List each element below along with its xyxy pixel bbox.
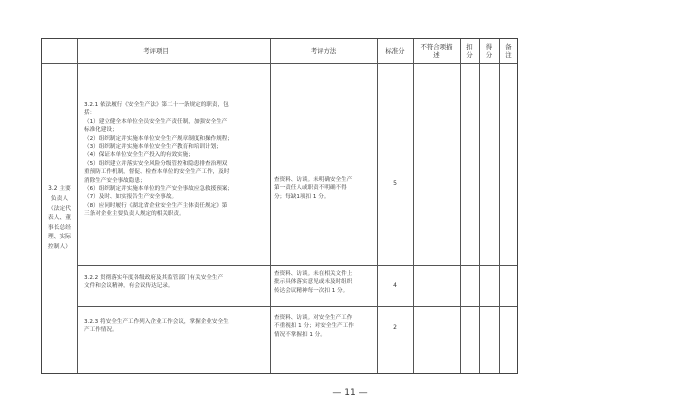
item-line: 消除生产安全事故隐患； [84, 177, 146, 184]
col-divider [413, 39, 414, 373]
item-line: （5）组织建立并落实安全风险分级管控和隐患排查治理双 [84, 160, 228, 167]
row-1-method [274, 176, 376, 201]
row-3-score: 2 [393, 323, 397, 331]
method-line: 第一责任人或职责不明确不得 [274, 185, 347, 192]
col-divider [479, 39, 480, 373]
method-line: 查资料、访谈。未在相关文件上 [274, 271, 353, 277]
category-text: 控制人） [47, 243, 72, 250]
header-deduct: 扣分 [466, 43, 473, 59]
category-text: 3.2 主要 [48, 186, 71, 193]
row-divider [77, 306, 517, 307]
row-divider [77, 265, 517, 266]
item-line: （3）组织制定并实施本单位安全生产教育和培训计划； [84, 144, 222, 151]
header-item: 考评项目 [143, 47, 169, 55]
item-line: 3.2.2 贯彻落实年度各级政府及其监管部门有关安全生产 [84, 275, 224, 281]
row-3-item [84, 318, 268, 335]
item-line: 文件和会议精神，有会议传达记录。 [84, 283, 174, 290]
header-nonconform: 不符合项描述 [420, 43, 453, 59]
item-line: 括： [84, 110, 96, 117]
item-line: （7）及时、如实报告生产安全事故。 [84, 194, 178, 201]
evaluation-table [41, 38, 518, 374]
method-line: 查资料、访谈。未明确安全生产 [274, 177, 353, 183]
header-method: 考评方法 [310, 47, 337, 55]
col-divider [77, 39, 78, 373]
row-3-method [274, 314, 376, 339]
row-2-item [84, 274, 268, 291]
row-2-score: 4 [393, 281, 397, 289]
item-line: 三条对企业主要负责人规定的相关职责。 [84, 211, 185, 218]
item-line: 重预防工作机制，督促、检查本单位的安全生产工作，及时 [84, 169, 230, 176]
header-earned: 得分 [485, 43, 493, 59]
method-line: 传达会议精神每一次扣 1 分。 [274, 287, 349, 294]
header-divider [42, 63, 517, 64]
row-1-score: 5 [393, 179, 397, 187]
col-divider [499, 39, 500, 373]
category-text: 事长总经 [47, 224, 72, 231]
item-line: （4）保证本单位安全生产投入的有效实施； [84, 152, 194, 159]
item-line: 标准化建设； [84, 127, 118, 134]
category-text: 表人、董 [47, 215, 72, 222]
item-line: （8）应同时履行《湖北省企业安全生产主体责任规定》第 [84, 202, 228, 209]
method-line: 批示具体落实意见或未及时组织 [274, 279, 353, 286]
category-text: 负责人 [50, 196, 69, 203]
header-score: 标准分 [385, 47, 405, 55]
item-line: （6）组织制定并实施本单位的生产安全事故应急救援预案； [84, 186, 233, 193]
method-line: 不重视扣 1 分；对安全生产工作 [274, 323, 354, 330]
item-line: 3.2.1 依法履行《安全生产法》第二十一条规定的职责，包 [84, 102, 229, 108]
category-cell [42, 63, 77, 375]
category-text: 理、实际 [47, 234, 72, 241]
page-number: — 11 — [332, 388, 368, 398]
category-text: （法定代 [47, 205, 72, 212]
header-remark: 备注 [505, 43, 512, 59]
item-line: 产工作情况。 [84, 327, 118, 334]
row-1-item [84, 101, 268, 219]
method-line: 分；每缺1项扣 1 分。 [274, 193, 330, 200]
col-divider [460, 39, 461, 373]
col-divider [270, 39, 271, 373]
item-line: 3.2.3 将安全生产工作列入企业工作会议，掌握企业安全生 [84, 319, 229, 325]
item-line: （2）组织制定并实施本单位安全生产规章制度和操作规程； [84, 135, 233, 142]
item-line: （1）建立健全本单位全员安全生产责任制，加强安全生产 [84, 118, 228, 125]
method-line: 情况不掌握扣 1 分。 [274, 331, 326, 338]
row-2-method [274, 270, 376, 295]
method-line: 查资料、访谈。对安全生产工作 [274, 315, 353, 321]
